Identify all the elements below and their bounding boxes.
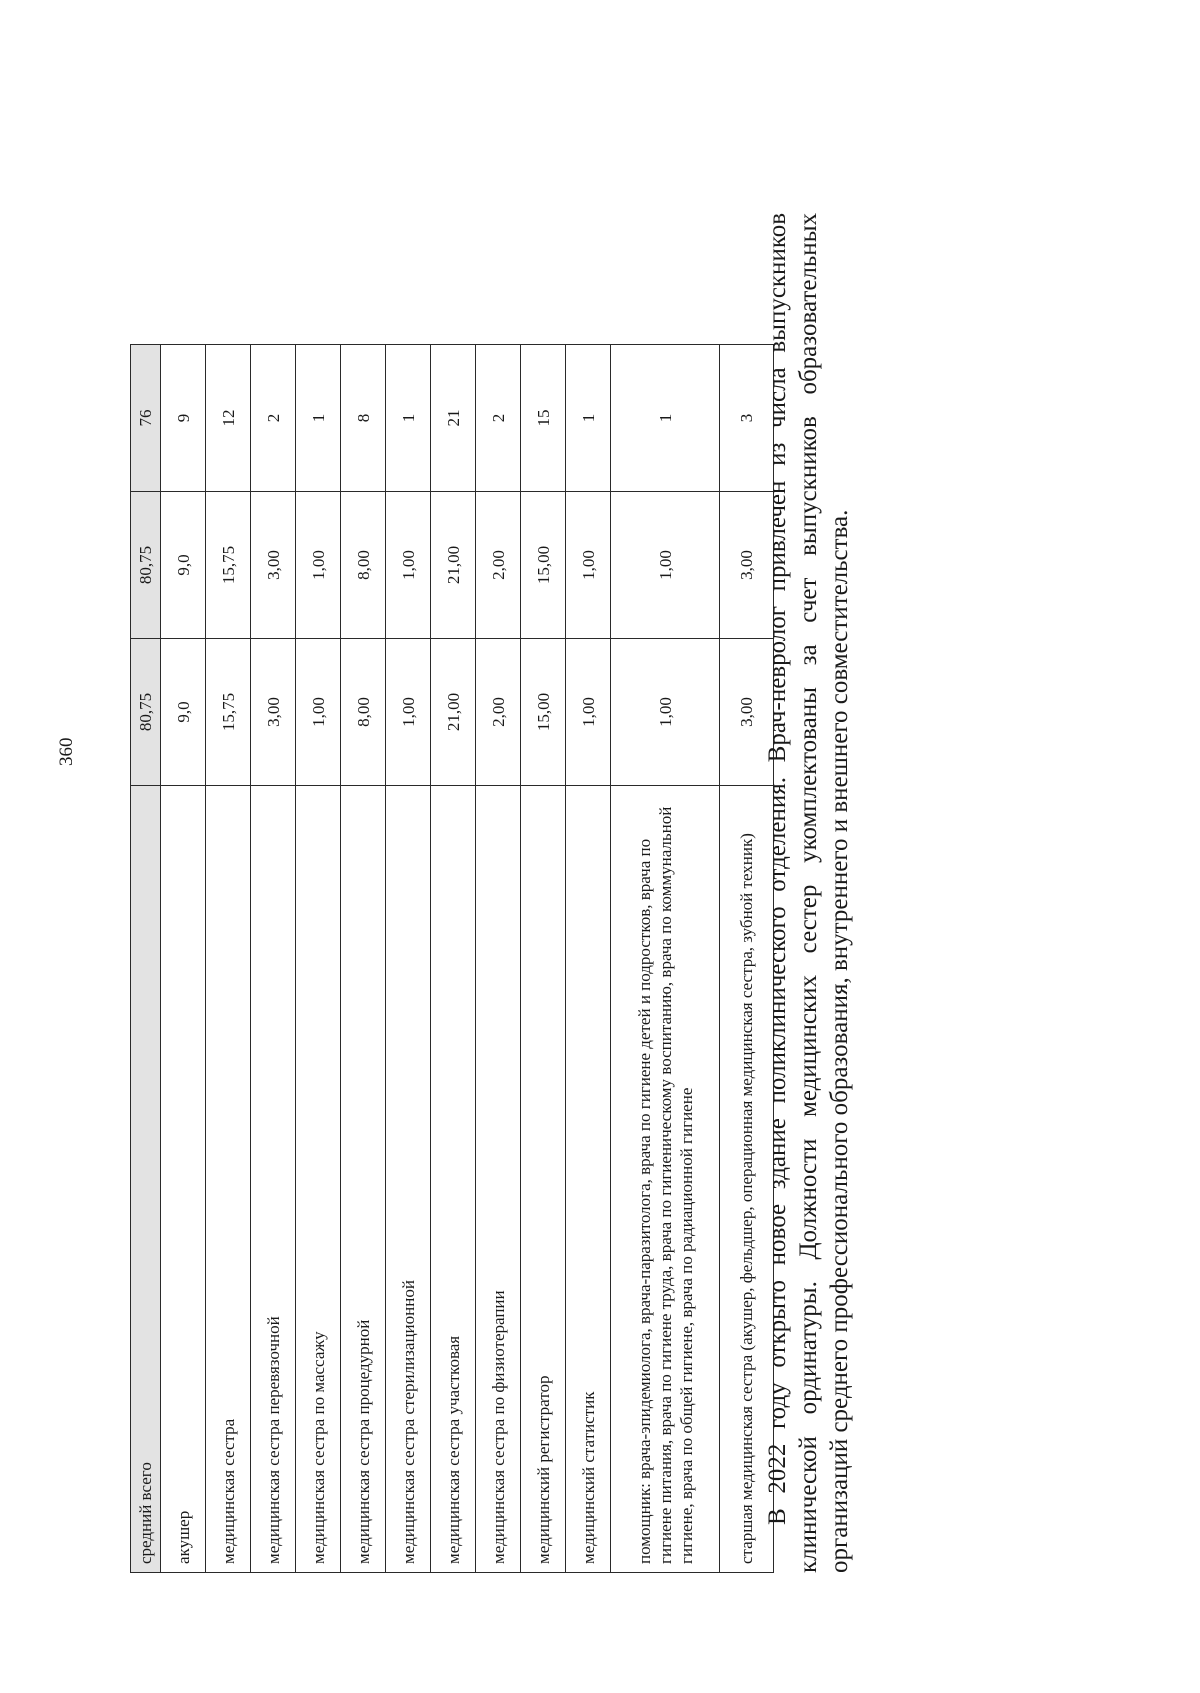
table-row xyxy=(386,345,431,1573)
table-cell-value-2: 80,75 xyxy=(131,492,161,639)
table-cell-value-1: 15,00 xyxy=(521,639,566,786)
paragraph-text: В 2022 году открыто новое здание поликлинического отделения. Врач-невролог привлечен из числа выпускников клинической ординатуры. Должности медицинских сестер укомплектованы за счет выпускников образовательных организаций среднего профессионального образования, внутреннего и внешнего совместительства. xyxy=(764,213,853,1573)
table-cell-value-2: 8,00 xyxy=(341,492,386,639)
table-cell-value-2: 2,00 xyxy=(476,492,521,639)
table-row xyxy=(206,345,251,1573)
table-cell-position: медицинская сестра по физиотерапии xyxy=(476,786,521,1573)
table-cell-position: медицинская сестра участковая xyxy=(431,786,476,1573)
table-cell-value-2: 1,00 xyxy=(611,492,720,639)
table-cell-position: медицинская сестра перевязочной xyxy=(251,786,296,1573)
table-cell-value-3: 12 xyxy=(206,345,251,492)
table-cell-value-3: 21 xyxy=(431,345,476,492)
table-cell-position: медицинская сестра xyxy=(206,786,251,1573)
table-cell-position: медицинский статистик xyxy=(566,786,611,1573)
table-cell-position: медицинский регистратор xyxy=(521,786,566,1573)
table-cell-position: медицинская сестра процедурной xyxy=(341,786,386,1573)
table-cell-position: старшая медицинская сестра (акушер, фельдшер, операционная медицинская сестра, зубной техник) xyxy=(720,786,774,1573)
table-cell-value-2: 3,00 xyxy=(251,492,296,639)
table-cell-value-2: 21,00 xyxy=(431,492,476,639)
table-cell-value-1: 15,75 xyxy=(206,639,251,786)
staffing-table xyxy=(130,344,774,1573)
table-cell-value-3: 15 xyxy=(521,345,566,492)
table-cell-position: медицинская сестра по массажу xyxy=(296,786,341,1573)
table-cell-value-1: 9,0 xyxy=(161,639,206,786)
table-cell-value-1: 1,00 xyxy=(296,639,341,786)
table-row xyxy=(521,345,566,1573)
table-cell-value-3: 3 xyxy=(720,345,774,492)
table-cell-value-2: 15,00 xyxy=(521,492,566,639)
table-cell-value-3: 9 xyxy=(161,345,206,492)
table-cell-value-1: 3,00 xyxy=(720,639,774,786)
table-row xyxy=(476,345,521,1573)
table-cell-value-3: 76 xyxy=(131,345,161,492)
table-cell-value-3: 2 xyxy=(251,345,296,492)
table-cell-value-2: 9,0 xyxy=(161,492,206,639)
table-cell-value-2: 1,00 xyxy=(296,492,341,639)
table-cell-value-3: 1 xyxy=(296,345,341,492)
table-cell-value-2: 15,75 xyxy=(206,492,251,639)
table-row xyxy=(431,345,476,1573)
table-row xyxy=(296,345,341,1573)
table-cell-position: средний всего xyxy=(131,786,161,1573)
table-row xyxy=(251,345,296,1573)
table-cell-value-1: 80,75 xyxy=(131,639,161,786)
table-cell-value-1: 8,00 xyxy=(341,639,386,786)
table-cell-value-2: 3,00 xyxy=(720,492,774,639)
table-cell-position: помощник: врача-эпидемиолога, врача-паразитолога, врача по гигиене детей и подростков, врача по гигиене питания, врача по гигиене труда, врача по гигиеническому воспитанию, врача по коммунальной гигиене, врача по общей гигиене, врача по радиационной гигиене xyxy=(611,786,720,1573)
table-row xyxy=(611,345,720,1573)
table-cell-value-3: 1 xyxy=(611,345,720,492)
table-row xyxy=(341,345,386,1573)
table-cell-value-1: 1,00 xyxy=(386,639,431,786)
table-row-total xyxy=(131,345,161,1573)
table-cell-value-3: 8 xyxy=(341,345,386,492)
table-cell-value-1: 1,00 xyxy=(566,639,611,786)
table-cell-position: акушер xyxy=(161,786,206,1573)
table-cell-value-1: 2,00 xyxy=(476,639,521,786)
table-cell-value-3: 2 xyxy=(476,345,521,492)
table-row xyxy=(161,345,206,1573)
table-cell-value-3: 1 xyxy=(566,345,611,492)
page-number: 360 xyxy=(56,737,77,766)
body-paragraph xyxy=(762,213,855,1573)
table-cell-value-1: 3,00 xyxy=(251,639,296,786)
table-cell-value-3: 1 xyxy=(386,345,431,492)
table-cell-value-1: 21,00 xyxy=(431,639,476,786)
table-cell-value-2: 1,00 xyxy=(566,492,611,639)
table-row xyxy=(566,345,611,1573)
table-cell-value-2: 1,00 xyxy=(386,492,431,639)
table-cell-value-1: 1,00 xyxy=(611,639,720,786)
table-cell-position: медицинская сестра стерилизационной xyxy=(386,786,431,1573)
